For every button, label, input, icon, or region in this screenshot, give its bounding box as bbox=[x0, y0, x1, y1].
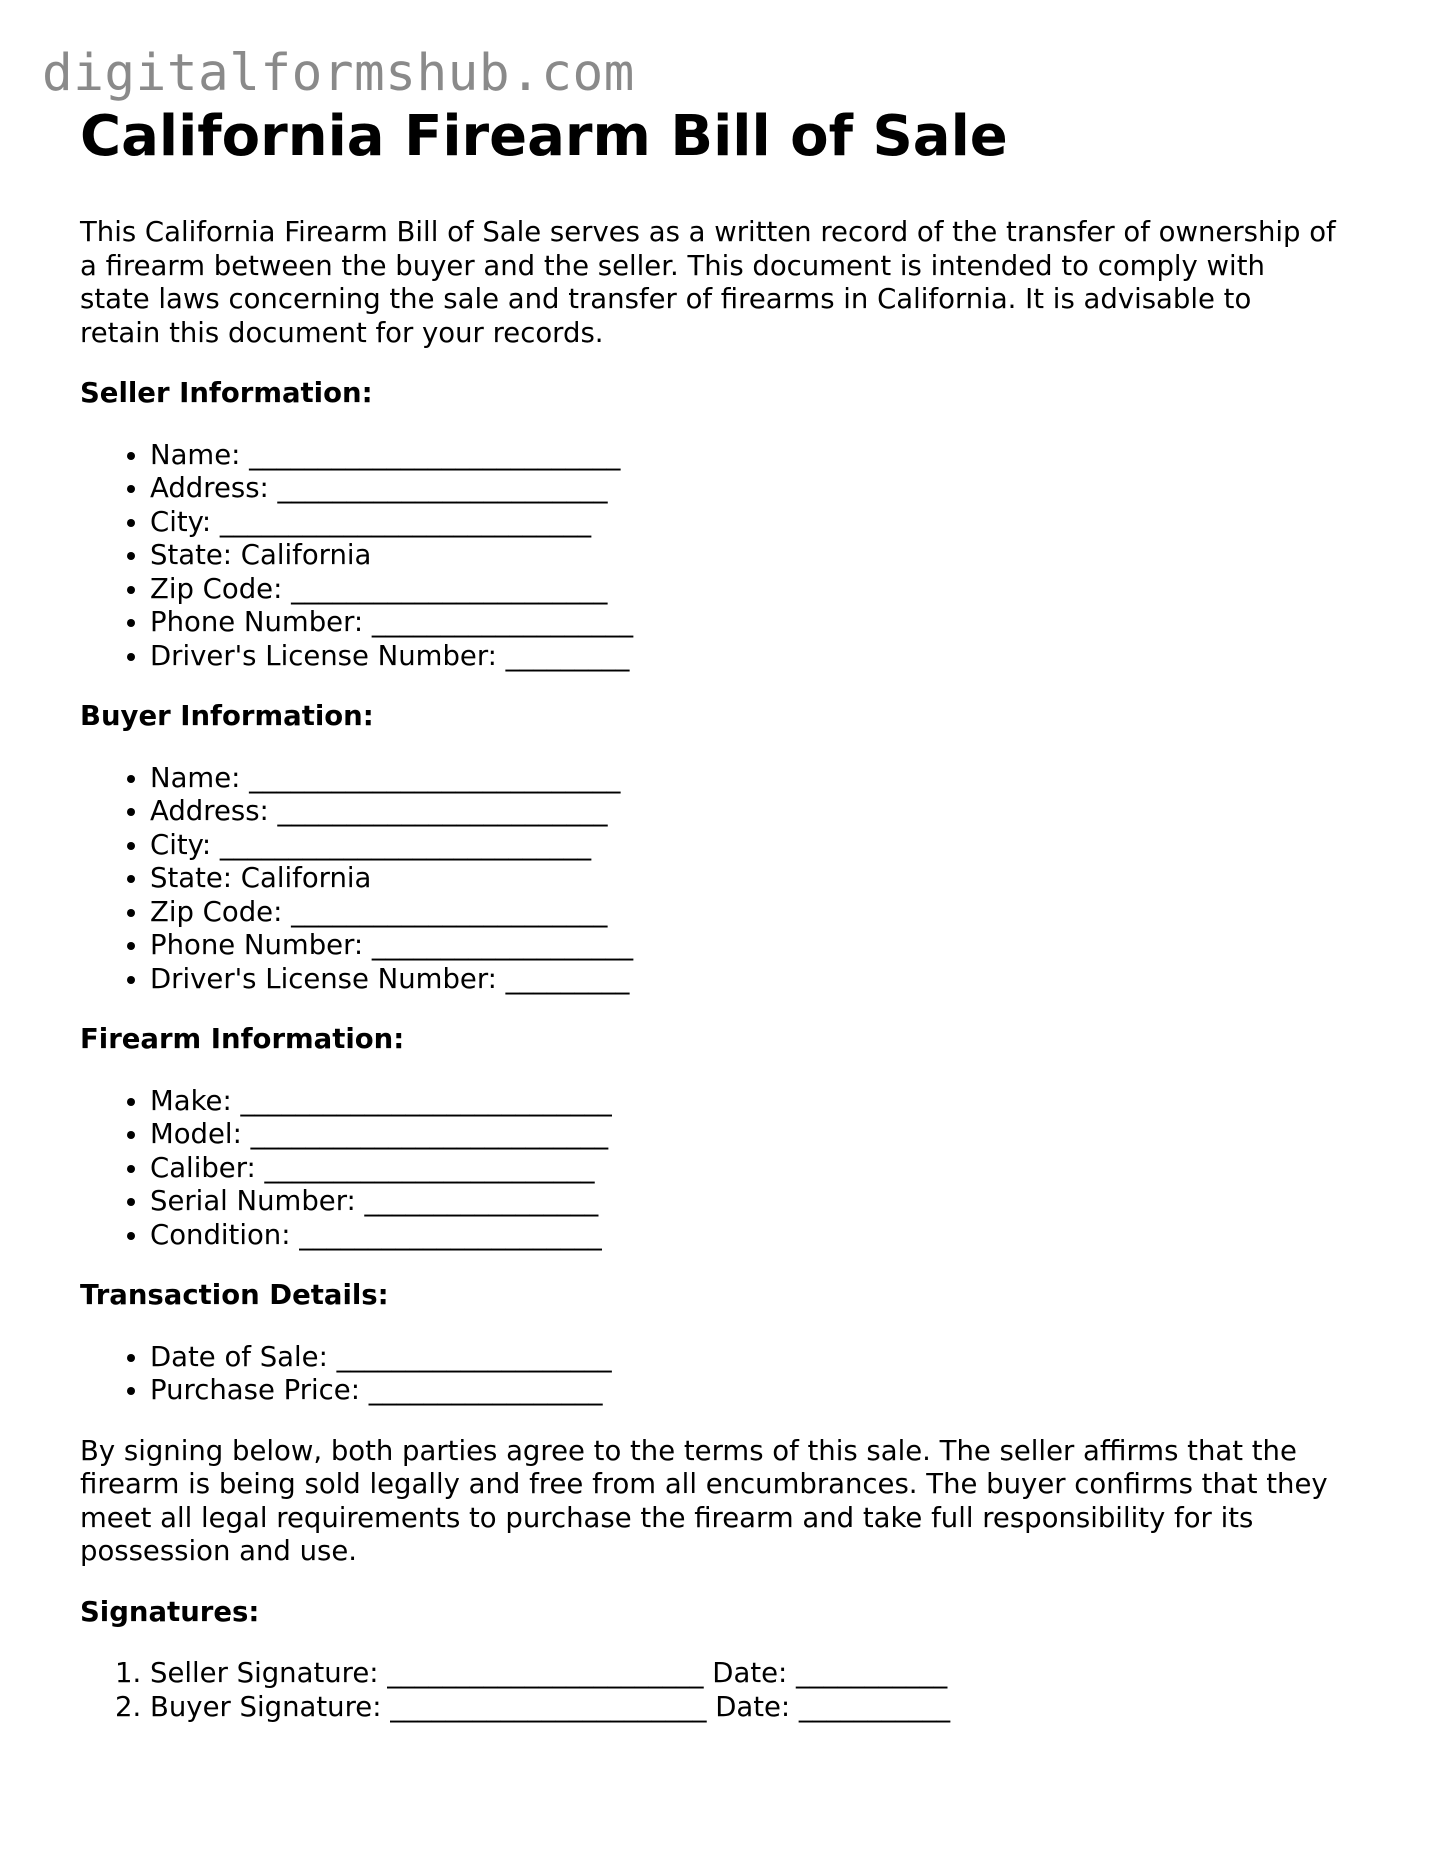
firearm-make-field: • Make: ___________________________ bbox=[150, 1085, 1380, 1119]
signatures-heading: Signatures: bbox=[80, 1595, 260, 1628]
buyer-phone-field: • Phone Number: ___________________ bbox=[150, 929, 1380, 963]
sale-date-field: • Date of Sale: ____________________ bbox=[150, 1341, 1380, 1375]
buyer-license-field: • Driver's License Number: _________ bbox=[150, 963, 1380, 997]
seller-state-field: • State: California bbox=[150, 539, 1380, 573]
seller-city-field: • City: ___________________________ bbox=[150, 506, 1380, 540]
buyer-list bbox=[80, 762, 1380, 997]
seller-phone-field: • Phone Number: ___________________ bbox=[150, 606, 1380, 640]
buyer-state-field: • State: California bbox=[150, 862, 1380, 896]
page-title: California Firearm Bill of Sale bbox=[80, 104, 1008, 169]
firearm-heading: Firearm Information: bbox=[80, 1023, 405, 1055]
firearm-model-field: • Model: __________________________ bbox=[150, 1118, 1380, 1152]
watermark: digitalformshub.com bbox=[42, 44, 635, 103]
seller-list bbox=[80, 439, 1380, 674]
seller-license-field: • Driver's License Number: _________ bbox=[150, 640, 1380, 674]
buyer-name-field: • Name: ___________________________ bbox=[150, 762, 1380, 796]
buyer-zip-field: • Zip Code: _______________________ bbox=[150, 896, 1380, 930]
seller-address-field: • Address: ________________________ bbox=[150, 472, 1380, 506]
intro-paragraph: This California Firearm Bill of Sale serves as a written record of the transfer of ownership of a firearm between the buyer and the seller. This document is intended to comply with state laws concerning the sale and transfer of firearms in California. It is advisable to retain this document for your records. bbox=[80, 216, 1336, 349]
seller-heading: Seller Information: bbox=[80, 377, 373, 409]
document bbox=[80, 98, 1380, 1724]
seller-name-field: • Name: ___________________________ bbox=[150, 439, 1380, 473]
firearm-caliber-field: • Caliber: ________________________ bbox=[150, 1152, 1380, 1186]
purchase-price-field: • Purchase Price: _________________ bbox=[150, 1374, 1380, 1408]
transaction-list bbox=[80, 1341, 1380, 1408]
firearm-list bbox=[80, 1085, 1380, 1253]
firearm-serial-field: • Serial Number: _________________ bbox=[150, 1185, 1380, 1219]
closing-paragraph: By signing below, both parties agree to the terms of this sale. The seller affirms that the firearm is being sold legally and free from all encumbrances. The buyer confirms that they meet all legal requirements to purchase the firearm and take full responsibility for its possession and use. bbox=[80, 1434, 1328, 1567]
buyer-address-field: • Address: ________________________ bbox=[150, 795, 1380, 829]
buyer-signature-line: 2. Buyer Signature: _______________________ Date: ___________ bbox=[150, 1691, 1380, 1725]
seller-signature-line: 1. Seller Signature: _______________________ Date: ___________ bbox=[150, 1657, 1380, 1691]
firearm-condition-field: • Condition: ______________________ bbox=[150, 1219, 1380, 1253]
seller-zip-field: • Zip Code: _______________________ bbox=[150, 573, 1380, 607]
transaction-heading: Transaction Details: bbox=[80, 1279, 389, 1311]
signatures-list bbox=[80, 1657, 1380, 1724]
buyer-heading: Buyer Information: bbox=[80, 700, 374, 732]
buyer-city-field: • City: ___________________________ bbox=[150, 829, 1380, 863]
